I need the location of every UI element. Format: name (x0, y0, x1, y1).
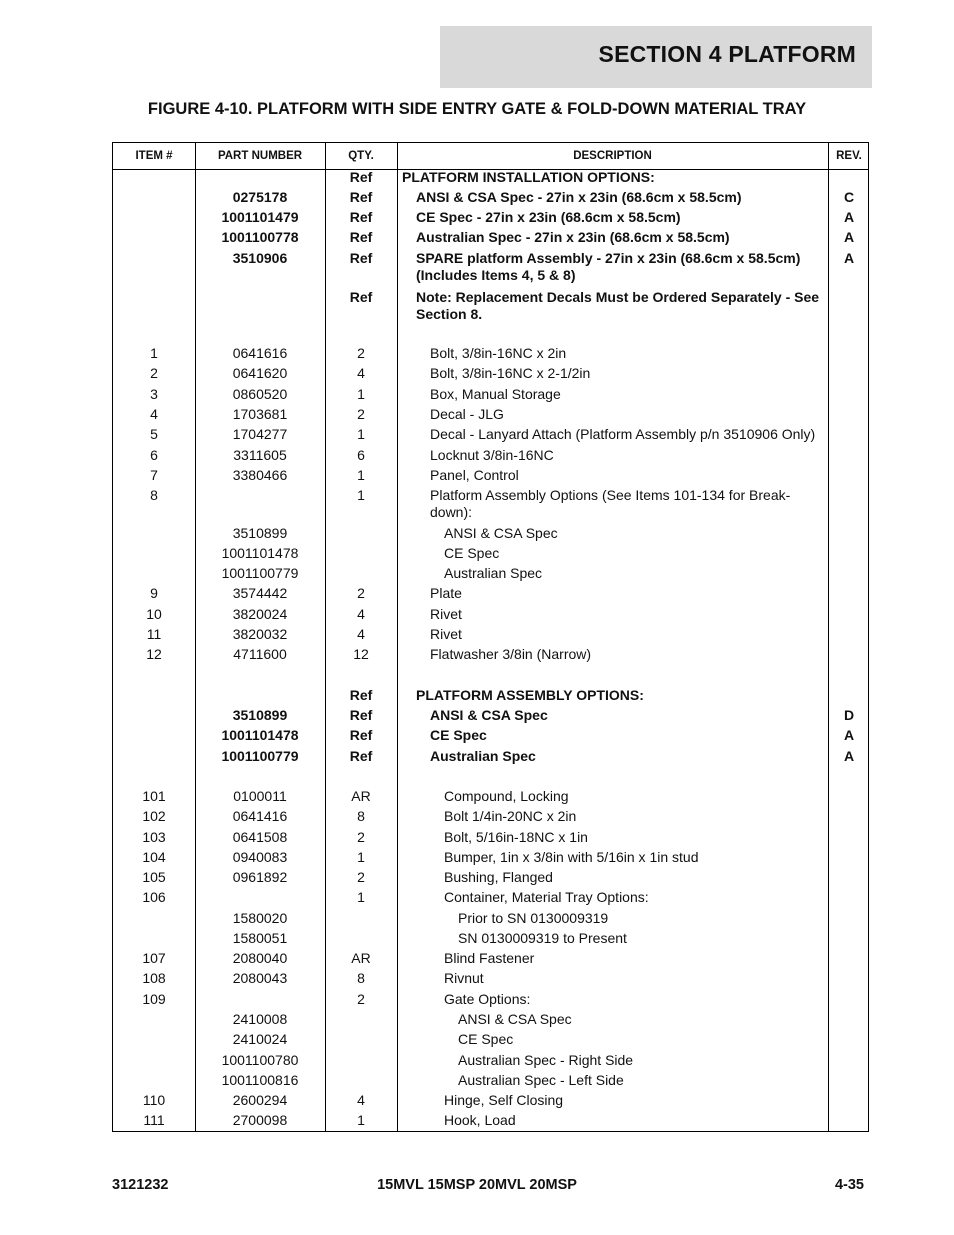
part-number-cell: 1580020 (232, 910, 288, 926)
qty-cell: 2 (357, 345, 365, 361)
qty-cell: Ref (349, 229, 373, 245)
part-number-cell: 2600294 (232, 1092, 288, 1108)
part-number-cell: 3574442 (232, 585, 288, 601)
part-number-cell: 2410024 (232, 1031, 288, 1047)
rev-cell: C (843, 189, 855, 205)
part-number-cell: 4711600 (233, 646, 287, 662)
description-cell: Bolt, 5/16in-18NC x 1in (444, 829, 588, 845)
qty-cell: Ref (349, 209, 373, 225)
qty-cell: 2 (357, 406, 365, 422)
description-cell: ANSI & CSA Spec - 27in x 23in (68.6cm x 58.5cm) (416, 189, 742, 205)
part-number-cell: 3820024 (232, 606, 288, 622)
description-cell: ANSI & CSA Spec (458, 1011, 572, 1027)
part-number-cell: 3311605 (233, 447, 287, 463)
description-cell: CE Spec (430, 727, 487, 743)
figure-title: FIGURE 4-10. PLATFORM WITH SIDE ENTRY GATE & FOLD-DOWN MATERIAL TRAY (147, 100, 807, 118)
part-number-cell: 1001101479 (221, 209, 299, 225)
qty-cell: 8 (357, 808, 365, 824)
section-header (440, 26, 872, 88)
description-cell: Australian Spec - Right Side (458, 1052, 634, 1068)
rev-cell: A (843, 748, 855, 764)
item-cell: 109 (142, 991, 166, 1007)
qty-cell: 2 (357, 585, 365, 601)
qty-cell: Ref (349, 727, 373, 743)
part-number-cell: 1001101478 (221, 727, 299, 743)
description-cell: Rivet (430, 606, 462, 622)
qty-cell: 4 (357, 1092, 365, 1108)
qty-cell: 2 (357, 869, 365, 885)
part-number-cell: 0641620 (232, 365, 288, 381)
part-number-cell: 1580051 (232, 930, 288, 946)
description-cell: Bolt, 3/8in-16NC x 2-1/2in (430, 365, 591, 381)
part-number-cell: 0940083 (232, 849, 288, 865)
description-cell: Panel, Control (430, 467, 519, 483)
item-cell: 107 (142, 950, 166, 966)
qty-cell: Ref (349, 250, 373, 266)
description-cell: SPARE platform Assembly - 27in x 23in (68.6cm x 58.5cm) (Includes Items 4, 5 & 8) (416, 250, 801, 283)
item-cell: 111 (143, 1112, 165, 1128)
item-cell: 11 (146, 626, 162, 642)
description-cell: Australian Spec - Left Side (458, 1072, 624, 1088)
header-rev: REV. (836, 150, 862, 162)
description-cell: Platform Assembly Options (See Items 101-134 for Break-down): (430, 487, 791, 520)
description-cell: Plate (430, 585, 462, 601)
item-cell: 10 (146, 606, 162, 622)
description-cell: Hook, Load (444, 1112, 516, 1128)
item-cell: 9 (150, 585, 158, 601)
description-cell: Flatwasher 3/8in (Narrow) (430, 646, 592, 662)
part-number-cell: 0641416 (232, 808, 288, 824)
item-cell: 110 (142, 1092, 166, 1108)
qty-cell: Ref (349, 687, 373, 703)
description-cell: Locknut 3/8in-16NC (430, 447, 554, 463)
part-number-cell: 1001100778 (221, 229, 299, 245)
part-number-cell: 0860520 (232, 386, 288, 402)
part-number-cell: 2080043 (232, 970, 288, 986)
qty-cell: Ref (349, 189, 373, 205)
description-cell: Blind Fastener (444, 950, 535, 966)
item-cell: 2 (150, 365, 158, 381)
item-cell: 102 (142, 808, 166, 824)
part-number-cell: 2410008 (232, 1011, 288, 1027)
rev-cell: A (843, 250, 855, 266)
description-cell: Australian Spec (430, 748, 536, 764)
header-qty: QTY. (348, 150, 374, 162)
item-cell: 104 (142, 849, 166, 865)
qty-cell: 1 (357, 889, 365, 905)
qty-cell: 4 (357, 606, 365, 622)
description-cell: Prior to SN 0130009319 (458, 910, 609, 926)
qty-cell: 2 (357, 829, 365, 845)
footer-models: 15MVL 15MSP 20MVL 20MSP (377, 1177, 577, 1193)
description-cell: ANSI & CSA Spec (430, 707, 548, 723)
column-divider (828, 143, 829, 1131)
part-number-cell: 2700098 (232, 1112, 288, 1128)
qty-cell: Ref (349, 748, 373, 764)
header-part-number: PART NUMBER (217, 150, 303, 162)
part-number-cell: 3820032 (232, 626, 288, 642)
item-cell: 7 (150, 467, 158, 483)
description-cell: Australian Spec (444, 565, 543, 581)
part-number-cell: 0641616 (232, 345, 288, 361)
description-cell: PLATFORM INSTALLATION OPTIONS: (402, 169, 655, 185)
footer-page-number: 4-35 (834, 1177, 864, 1193)
qty-cell: 4 (357, 626, 365, 642)
qty-cell: 1 (357, 849, 365, 865)
description-cell: Bumper, 1in x 3/8in with 5/16in x 1in stud (444, 849, 699, 865)
qty-cell: 1 (357, 487, 365, 503)
item-cell: 6 (150, 447, 158, 463)
parts-table (112, 142, 869, 1132)
part-number-cell: 0641508 (232, 829, 288, 845)
item-cell: 5 (150, 426, 158, 442)
item-cell: 101 (142, 788, 166, 804)
qty-cell: 8 (357, 970, 365, 986)
rev-cell: A (843, 727, 855, 743)
item-cell: 12 (146, 646, 162, 662)
description-cell: Gate Options: (444, 991, 531, 1007)
description-cell: Container, Material Tray Options: (444, 889, 649, 905)
item-cell: 105 (142, 869, 166, 885)
part-number-cell: 1703681 (232, 406, 288, 422)
description-cell: Hinge, Self Closing (444, 1092, 564, 1108)
qty-cell: 1 (357, 426, 365, 442)
description-cell: Decal - JLG (430, 406, 504, 422)
description-cell: Box, Manual Storage (430, 386, 561, 402)
description-cell: ANSI & CSA Spec (444, 525, 558, 541)
rev-cell: D (843, 707, 855, 723)
qty-cell: 2 (357, 991, 365, 1007)
description-cell: Decal - Lanyard Attach (Platform Assembly p/n 3510906 Only) (430, 426, 816, 442)
qty-cell: 1 (357, 467, 365, 483)
header-description: DESCRIPTION (573, 150, 652, 162)
part-number-cell: 1001100780 (221, 1052, 299, 1068)
rev-cell: A (843, 229, 855, 245)
part-number-cell: 3510899 (232, 525, 288, 541)
item-cell: 106 (142, 889, 166, 905)
part-number-cell: 1001100779 (221, 748, 299, 764)
part-number-cell: 3380466 (232, 467, 288, 483)
part-number-cell: 1001100816 (221, 1072, 299, 1088)
part-number-cell: 0961892 (232, 869, 288, 885)
header-item: ITEM # (135, 150, 173, 162)
description-cell: CE Spec (458, 1031, 514, 1047)
description-cell: Rivet (430, 626, 462, 642)
qty-cell: 1 (357, 386, 365, 402)
item-cell: 4 (150, 406, 158, 422)
item-cell: 3 (150, 386, 158, 402)
part-number-cell: 3510906 (232, 250, 288, 266)
description-cell: Compound, Locking (444, 788, 569, 804)
part-number-cell: 3510899 (232, 707, 288, 723)
part-number-cell: 1001101478 (221, 545, 299, 561)
description-cell: SN 0130009319 to Present (458, 930, 627, 946)
qty-cell: AR (351, 788, 371, 804)
column-divider (397, 143, 398, 1131)
part-number-cell: 0275178 (232, 189, 288, 205)
qty-cell: 6 (357, 447, 365, 463)
footer-doc-number: 3121232 (112, 1177, 169, 1193)
item-cell: 1 (150, 345, 158, 361)
item-cell: 103 (142, 829, 166, 845)
part-number-cell: 1001100779 (221, 565, 299, 581)
qty-cell: Ref (349, 707, 373, 723)
qty-cell: AR (351, 950, 371, 966)
part-number-cell: 1704277 (232, 426, 288, 442)
section-title: SECTION 4 PLATFORM (598, 41, 856, 67)
qty-cell: Ref (349, 169, 373, 185)
item-cell: 8 (150, 487, 158, 503)
description-cell: CE Spec - 27in x 23in (68.6cm x 58.5cm) (416, 209, 681, 225)
rev-cell: A (843, 209, 855, 225)
description-cell: Note: Replacement Decals Must be Ordered Separately - See Section 8. (416, 289, 820, 322)
qty-cell: 4 (357, 365, 365, 381)
part-number-cell: 2080040 (232, 950, 288, 966)
qty-cell: Ref (349, 289, 373, 305)
description-cell: CE Spec (444, 545, 500, 561)
item-cell: 108 (142, 970, 166, 986)
description-cell: Bolt 1/4in-20NC x 2in (444, 808, 577, 824)
description-cell: Australian Spec - 27in x 23in (68.6cm x 58.5cm) (416, 229, 730, 245)
description-cell: Rivnut (444, 970, 484, 986)
qty-cell: 12 (353, 646, 369, 662)
description-cell: Bushing, Flanged (444, 869, 553, 885)
qty-cell: 1 (357, 1112, 365, 1128)
description-cell: PLATFORM ASSEMBLY OPTIONS: (416, 687, 644, 703)
part-number-cell: 0100011 (233, 788, 287, 804)
description-cell: Bolt, 3/8in-16NC x 2in (430, 345, 567, 361)
